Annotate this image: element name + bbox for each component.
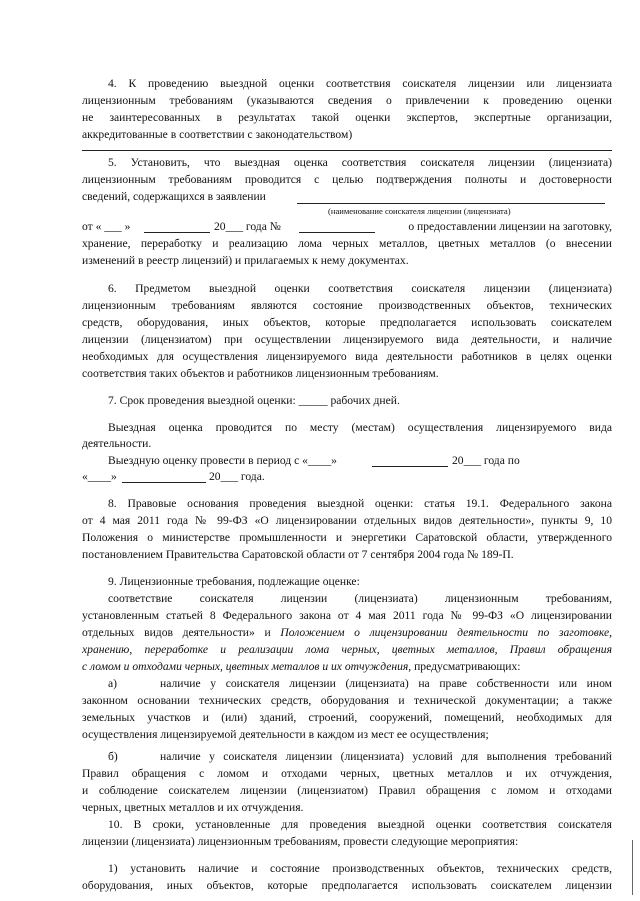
p9-line-1: соответствие соискателя лицензии (лицензиата) лицензионным требованиям, <box>108 592 612 605</box>
p10-line-2: лицензии (лицензиата) лицензионным требованиям, провести следующие мероприятия: <box>82 835 519 848</box>
p5-line-3: сведений, содержащихся в заявлении <box>82 190 266 203</box>
p9b-line-3: и соблюдение соискателем лицензии (лицензиатом) Правил обращения с ломом и отходами <box>82 784 612 797</box>
p7-place-line-2: деятельности. <box>82 437 152 450</box>
p5-line-1: 5. Установить, что выездная оценка соответствия соискателя лицензии (лицензиата) <box>108 156 612 169</box>
p7-period-end: «____» <box>82 470 117 483</box>
p4-line-2: лицензионным требованиям (указываются сведения о привлечении к проведению оценки <box>82 94 612 107</box>
p6-line-1: 6. Предметом выездной оценки соответствия соискателя лицензии (лицензиата) <box>108 282 612 295</box>
applicant-name-caption: (наименование соискателя лицензии (лицензиата) <box>328 206 511 216</box>
p9-line-3-regular: отдельных видов деятельности» и <box>82 626 281 639</box>
p5-date-from: от « ___ » <box>82 220 131 233</box>
p7-term: 7. Срок проведения выездной оценки: _____ рабочих дней. <box>108 394 400 407</box>
p9-title: 9. Лицензионные требования, подлежащие оценке: <box>108 575 360 588</box>
p6-line-3: средств, оборудования, иных объектов, которые предполагается использовать соискателем <box>82 316 612 329</box>
p4-line-3: не заинтересованных в результатах такой оценки экспертов, экспертные организации, <box>82 111 612 124</box>
p7-place-line-1: Выездная оценка проводится по месту (местам) осуществления лицензируемого вида <box>108 421 612 434</box>
p7-period-start-year: 20___ года по <box>452 454 520 467</box>
applicant-name-field <box>297 203 605 204</box>
number-field <box>299 232 375 233</box>
p9b-line-2: Правил обращения с ломом и отходами черных, цветных металлов и их отчуждения, <box>82 767 612 780</box>
p10-line-1: 10. В сроки, установленные для проведения выездной оценки соответствия соискателя <box>108 818 612 831</box>
p9a-line-1: наличие у соискателя лицензии (лицензиата) на праве собственности или ином <box>160 677 612 690</box>
p8-line-3: Положения о министерстве промышленности и энергетики Саратовской области, утвержденного <box>82 531 612 544</box>
p9a-line-4: осуществления лицензируемой деятельности в каждом из мест ее осуществления; <box>82 728 489 741</box>
p9a-label: а) <box>108 677 118 690</box>
p9-line-5-italic: с ломом и отходами черных, цветных металлов и их отчуждения <box>82 660 409 673</box>
p4-line-1: 4. К проведению выездной оценки соответствия соискателя лицензии или лицензиата <box>108 77 612 90</box>
p8-line-1: 8. Правовые основания проведения выездной оценки: статья 19.1. Федерального закона <box>108 497 612 510</box>
p10-1-line-1: 1) установить наличие и состояние производственных объектов, технических средств, <box>108 862 612 875</box>
p9-line-5-regular: , предусматривающих: <box>408 660 521 673</box>
p9a-line-2: законном основании технических средств, оборудования и технической документации; а также <box>82 694 612 707</box>
p9-line-3 <box>82 626 612 640</box>
p9-line-4: хранению, переработке и реализации лома черных, цветных металлов, Правил обращения <box>82 643 612 656</box>
p5-line-6: изменений в реестр лицензий) и прилагаемых к нему документах. <box>82 254 409 267</box>
p10-1-line-2: оборудования, иных объектов, которые предполагается использовать соискателем лицензии <box>82 879 612 892</box>
p9-line-5 <box>82 660 612 674</box>
p5-line-4-end: о предоставлении лицензии на заготовку, <box>408 220 612 233</box>
period-start-month-field <box>372 466 448 467</box>
month-field <box>144 232 210 233</box>
p9b-line-4: черных, цветных металлов и их отчуждения. <box>82 801 304 814</box>
p7-period-end-year: 20___ года. <box>209 470 265 483</box>
p6-line-6: соответствия таких объектов и работников лицензионным требованиям. <box>82 367 439 380</box>
p8-line-4: постановлением Правительства Саратовской области от 7 сентября 2004 года № 189-П. <box>82 548 514 561</box>
p9-line-2: установленным статьей 8 Федерального закона от 4 мая 2011 года № 99-ФЗ «О лицензировании <box>82 609 612 622</box>
p7-period-start: Выездную оценку провести в период с «____» <box>108 454 337 467</box>
p5-line-2: лицензионным требованиям проводится с целью подтверждения полноты и достоверности <box>82 173 612 186</box>
p5-year-number: 20___ года № <box>214 220 281 233</box>
scan-edge-mark <box>632 840 633 895</box>
p5-line-5: хранение, переработку и реализацию лома черных металлов, цветных металлов (о внесении <box>82 237 612 250</box>
period-end-month-field <box>122 482 206 483</box>
p9b-line-1: наличие у соискателя лицензии (лицензиата) условий для выполнения требований <box>160 750 612 763</box>
p8-line-2: от 4 мая 2011 года № 99-ФЗ «О лицензировании отдельных видов деятельности», пункты 9, 10 <box>82 514 612 527</box>
p4-line-4: аккредитованные в соответствии с законодательством) <box>82 128 353 141</box>
p9-line-3-italic: Положением о лицензировании деятельности по заготовке, <box>280 626 613 639</box>
p9b-label: б) <box>108 750 118 763</box>
p6-line-4: лицензии (лицензиатом) при осуществлении лицензируемого вида деятельности, и наличие <box>82 333 612 346</box>
p6-line-5: необходимых для осуществления лицензируемого вида деятельности работников в целях оценки <box>82 350 612 363</box>
p6-line-2: лицензионным требованиям являются состояние производственных объектов, технических <box>82 299 612 312</box>
blank-line <box>82 150 612 151</box>
p9a-line-3: земельных участков и (или) зданий, строений, сооружений, помещений, необходимых для <box>82 711 612 724</box>
